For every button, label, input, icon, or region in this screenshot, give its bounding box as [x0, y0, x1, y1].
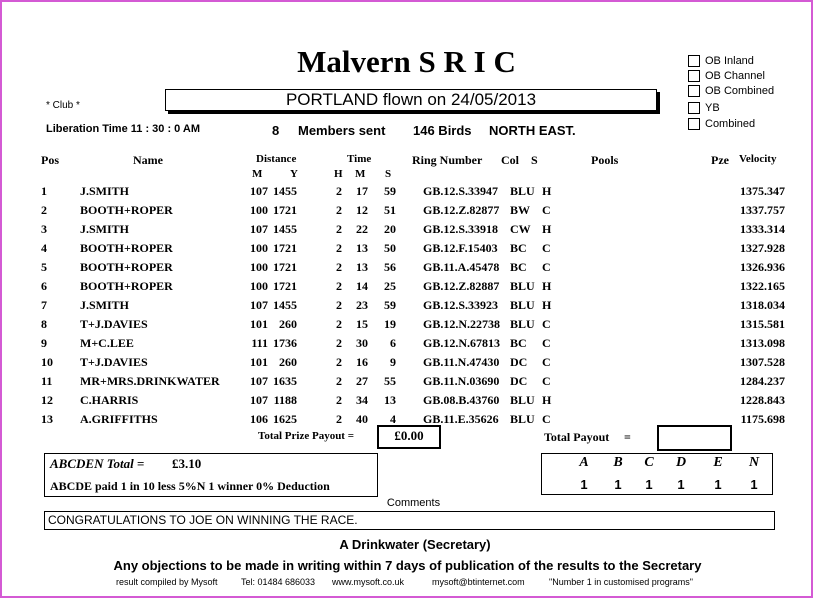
pool-value: 1	[614, 477, 622, 492]
cell-s: 51	[384, 203, 396, 217]
cell-name: J.SMITH	[80, 222, 130, 236]
cell-vel: 1333.314	[740, 222, 785, 236]
cell-pos: 1	[41, 184, 47, 198]
cell-sex: C	[542, 355, 551, 369]
cell-s: 59	[384, 298, 396, 312]
cell-h: 2	[336, 374, 342, 388]
cell-s: 50	[384, 241, 396, 255]
pool-letter: N	[748, 455, 760, 470]
pool-letter: A	[579, 455, 589, 470]
wind-direction: NORTH EAST.	[489, 123, 576, 138]
cell-min: 13	[356, 241, 368, 255]
cell-col: DC	[510, 374, 528, 388]
cell-s: 56	[384, 260, 396, 274]
checkbox-label: YB	[705, 102, 720, 114]
cell-col: BLU	[510, 317, 535, 331]
cell-y: 1188	[273, 393, 297, 407]
cell-sex: C	[542, 241, 551, 255]
cell-s: 13	[384, 393, 396, 407]
race-banner: PORTLAND flown on 24/05/2013	[165, 89, 657, 111]
cell-m: 100	[250, 241, 268, 255]
total-payout-equals: =	[624, 430, 631, 444]
pool-value: 1	[677, 477, 685, 492]
cell-col: BLU	[510, 184, 535, 198]
cell-col: BC	[510, 336, 527, 350]
cell-min: 15	[356, 317, 368, 331]
footer-telephone: Tel: 01484 686033	[241, 577, 316, 587]
cell-min: 23	[356, 298, 368, 312]
cell-vel: 1313.098	[740, 336, 785, 350]
cell-sex: H	[542, 222, 552, 236]
pool-letter: D	[675, 455, 687, 470]
cell-sex: H	[542, 393, 552, 407]
header-time-hours: H	[334, 168, 343, 180]
cell-min: 34	[356, 393, 368, 407]
cell-vel: 1307.528	[740, 355, 785, 369]
cell-h: 2	[336, 393, 342, 407]
cell-min: 12	[356, 203, 368, 217]
cell-pos: 8	[41, 317, 47, 331]
header-colour: Col	[501, 153, 519, 167]
cell-vel: 1326.936	[740, 260, 785, 274]
checkbox-box[interactable]	[688, 85, 700, 97]
cell-vel: 1322.165	[740, 279, 785, 293]
footer-email[interactable]: mysoft@btinternet.com	[432, 577, 525, 587]
header-time-minutes: M	[355, 168, 366, 180]
header-name: Name	[133, 153, 163, 167]
header-velocity: Velocity	[739, 153, 777, 165]
cell-col: DC	[510, 355, 528, 369]
header-ring-number: Ring Number	[412, 153, 483, 167]
cell-s: 20	[384, 222, 396, 236]
cell-sex: C	[542, 374, 551, 388]
cell-sex: C	[542, 336, 551, 350]
cell-h: 2	[336, 336, 342, 350]
cell-name: T+J.DAVIES	[80, 317, 148, 331]
cell-ring: GB.12.S.33918	[423, 222, 499, 236]
secretary: A Drinkwater (Secretary)	[339, 537, 491, 552]
cell-y: 1721	[273, 241, 297, 255]
cell-sex: H	[542, 298, 552, 312]
cell-name: MR+MRS.DRINKWATER	[80, 374, 220, 388]
cell-pos: 12	[41, 393, 53, 407]
cell-pos: 4	[41, 241, 47, 255]
cell-min: 40	[356, 412, 368, 426]
pool-letter: B	[613, 455, 623, 470]
cell-vel: 1284.237	[740, 374, 785, 388]
cell-m: 107	[250, 298, 268, 312]
cell-y: 1455	[273, 222, 297, 236]
header-distance-miles: M	[252, 168, 263, 180]
cell-m: 107	[250, 374, 268, 388]
cell-col: BLU	[510, 412, 535, 426]
cell-s: 25	[384, 279, 396, 293]
cell-min: 17	[356, 184, 368, 198]
cell-ring: GB.12.S.33947	[423, 184, 499, 198]
total-prize-value: £0.00	[394, 428, 424, 443]
checkbox-ob-combined[interactable]	[688, 85, 774, 97]
cell-pos: 10	[41, 355, 53, 369]
checkbox-box[interactable]	[688, 70, 700, 82]
total-payout-label: Total Payout	[544, 430, 610, 444]
pool-value: 1	[714, 477, 722, 492]
comments-label: Comments	[386, 497, 441, 509]
cell-ring: GB.08.B.43760	[423, 393, 500, 407]
checkbox-label: OB Channel	[705, 70, 765, 82]
footer-slogan: "Number 1 in customised programs"	[549, 577, 693, 587]
comments-text: CONGRATULATIONS TO JOE ON WINNING THE RACE.	[48, 513, 358, 527]
cell-vel: 1375.347	[740, 184, 785, 198]
cell-pos: 5	[41, 260, 47, 274]
cell-col: CW	[510, 222, 531, 236]
abcden-label: ABCDEN Total =	[50, 456, 145, 471]
cell-m: 111	[251, 336, 268, 350]
header-sex: S	[531, 153, 538, 167]
cell-pos: 7	[41, 298, 47, 312]
cell-y: 1455	[273, 298, 297, 312]
checkbox-label: OB Combined	[705, 85, 775, 97]
cell-ring: GB.12.Z.82877	[423, 203, 500, 217]
cell-name: BOOTH+ROPER	[80, 203, 173, 217]
pool-value: 1	[580, 477, 588, 492]
cell-h: 2	[336, 317, 342, 331]
checkbox-label: Combined	[705, 118, 756, 130]
cell-min: 30	[356, 336, 368, 350]
cell-h: 2	[336, 260, 342, 274]
cell-col: BW	[510, 203, 531, 217]
checkbox-label: OB Inland	[705, 55, 754, 67]
cell-y: 1635	[273, 374, 297, 388]
cell-pos: 13	[41, 412, 53, 426]
cell-ring: GB.12.S.33923	[423, 298, 499, 312]
cell-name: BOOTH+ROPER	[80, 241, 173, 255]
cell-ring: GB.11.N.03690	[423, 374, 500, 388]
header-distance: Distance	[256, 153, 297, 165]
cell-sex: C	[542, 260, 551, 274]
cell-sex: C	[542, 412, 551, 426]
cell-name: J.SMITH	[80, 298, 130, 312]
cell-h: 2	[336, 279, 342, 293]
cell-vel: 1175.698	[740, 412, 785, 426]
objections-notice: Any objections to be made in writing within 7 days of publication of the results to the Secretary	[113, 558, 702, 573]
cell-m: 107	[250, 184, 268, 198]
cell-sex: C	[542, 203, 551, 217]
checkbox-box[interactable]	[688, 118, 700, 130]
pool-value: 1	[645, 477, 653, 492]
cell-ring: GB.12.N.67813	[423, 336, 501, 350]
cell-vel: 1228.843	[740, 393, 785, 407]
cell-name: C.HARRIS	[80, 393, 139, 407]
cell-ring: GB.12.N.22738	[423, 317, 501, 331]
cell-y: 260	[279, 355, 297, 369]
cell-name: BOOTH+ROPER	[80, 260, 173, 274]
pool-letter: E	[713, 455, 723, 470]
cell-s: 6	[390, 336, 396, 350]
cell-s: 9	[390, 355, 396, 369]
checkbox-box[interactable]	[688, 55, 700, 67]
cell-y: 1455	[273, 184, 297, 198]
cell-s: 4	[390, 412, 396, 426]
cell-col: BC	[510, 260, 527, 274]
cell-h: 2	[336, 203, 342, 217]
cell-y: 260	[279, 317, 297, 331]
cell-name: J.SMITH	[80, 184, 130, 198]
cell-ring: GB.11.N.47430	[423, 355, 500, 369]
cell-m: 107	[250, 222, 268, 236]
header-time: Time	[347, 153, 372, 165]
cell-name: BOOTH+ROPER	[80, 279, 173, 293]
report-title: Malvern S R I C	[297, 44, 516, 79]
cell-sex: H	[542, 279, 552, 293]
club-label: * Club *	[46, 100, 80, 111]
cell-m: 100	[250, 279, 268, 293]
footer-website[interactable]: www.mysoft.co.uk	[332, 577, 405, 587]
cell-s: 19	[384, 317, 396, 331]
cell-min: 27	[356, 374, 368, 388]
checkbox-ob-inland[interactable]	[688, 55, 754, 67]
total-prize-label: Total Prize Payout =	[258, 430, 354, 442]
cell-m: 101	[250, 355, 268, 369]
cell-vel: 1327.928	[740, 241, 785, 255]
header-pools: Pools	[591, 153, 619, 167]
header-distance-yards: Y	[290, 168, 298, 180]
cell-col: BLU	[510, 393, 535, 407]
cell-ring: GB.12.F.15403	[423, 241, 498, 255]
cell-h: 2	[336, 184, 342, 198]
footer-compiled: result compiled by Mysoft	[116, 577, 218, 587]
cell-pos: 11	[41, 374, 53, 388]
abcden-value: £3.10	[172, 456, 202, 471]
cell-name: A.GRIFFITHS	[80, 412, 158, 426]
members-label: Members sent	[298, 123, 386, 138]
cell-s: 55	[384, 374, 396, 388]
cell-col: BLU	[510, 298, 535, 312]
checkbox-ob-channel[interactable]	[688, 70, 765, 82]
checkbox-box[interactable]	[688, 102, 700, 114]
liberation-time: Liberation Time 11 : 30 : 0 AM	[46, 123, 201, 135]
header-pos: Pos	[41, 153, 59, 167]
cell-name: M+C.LEE	[80, 336, 134, 350]
cell-m: 100	[250, 203, 268, 217]
cell-h: 2	[336, 412, 342, 426]
cell-min: 14	[356, 279, 368, 293]
cell-ring: GB.12.Z.82887	[423, 279, 500, 293]
cell-ring: GB.11.A.45478	[423, 260, 500, 274]
cell-vel: 1318.034	[740, 298, 785, 312]
pool-value: 1	[750, 477, 758, 492]
cell-pos: 9	[41, 336, 47, 350]
checkbox-yb[interactable]	[688, 102, 720, 114]
cell-sex: C	[542, 317, 551, 331]
cell-h: 2	[336, 298, 342, 312]
birds-count: 146 Birds	[413, 123, 472, 138]
checkbox-combined[interactable]	[688, 118, 755, 130]
cell-sex: H	[542, 184, 552, 198]
header-time-seconds: S	[385, 168, 392, 180]
cell-h: 2	[336, 355, 342, 369]
cell-m: 101	[250, 317, 268, 331]
cell-col: BLU	[510, 279, 535, 293]
cell-h: 2	[336, 222, 342, 236]
cell-s: 59	[384, 184, 396, 198]
cell-ring: GB.11.E.35626	[423, 412, 499, 426]
cell-min: 16	[356, 355, 368, 369]
cell-vel: 1315.581	[740, 317, 785, 331]
abcde-note: ABCDE paid 1 in 10 less 5%N 1 winner 0% Deduction	[50, 479, 330, 493]
cell-m: 107	[250, 393, 268, 407]
cell-pos: 6	[41, 279, 47, 293]
cell-y: 1736	[273, 336, 297, 350]
cell-y: 1625	[273, 412, 297, 426]
cell-col: BC	[510, 241, 527, 255]
cell-y: 1721	[273, 203, 297, 217]
cell-min: 22	[356, 222, 368, 236]
cell-m: 100	[250, 260, 268, 274]
cell-pos: 2	[41, 203, 47, 217]
cell-name: T+J.DAVIES	[80, 355, 148, 369]
total-payout-box	[657, 425, 732, 451]
cell-min: 13	[356, 260, 368, 274]
header-prize: Pze	[711, 153, 729, 167]
members-count: 8	[272, 123, 280, 138]
cell-y: 1721	[273, 279, 297, 293]
cell-pos: 3	[41, 222, 47, 236]
cell-vel: 1337.757	[740, 203, 785, 217]
cell-h: 2	[336, 241, 342, 255]
pool-letter: C	[644, 455, 654, 470]
cell-m: 106	[250, 412, 268, 426]
cell-y: 1721	[273, 260, 297, 274]
